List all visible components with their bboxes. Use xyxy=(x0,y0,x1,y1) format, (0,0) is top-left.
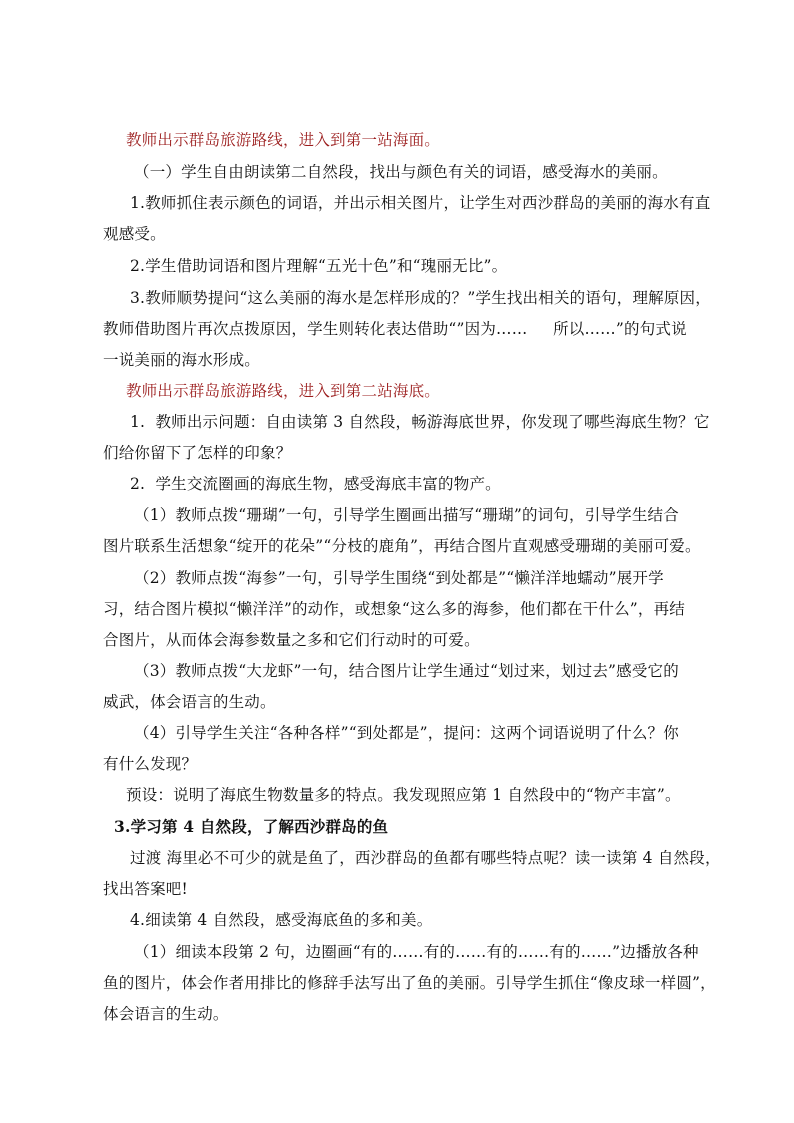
paragraph-line: 1. 教师出示问题：自由读第 3 自然段，畅游海底世界，你发现了哪些海底生物？它 xyxy=(130,413,710,431)
paragraph-line: 观感受。 xyxy=(103,225,166,243)
paragraph-line: 们给你留下了怎样的印象？ xyxy=(103,444,292,462)
section-heading-sea-surface: 教师出示群岛旅游路线，进入到第一站海面。 xyxy=(126,131,441,149)
paragraph-line: 习，结合图片模拟“懒洋洋”的动作，或想象“这么多的海参，他们都在干什么”，再结 xyxy=(103,600,685,618)
paragraph-line: 威武，体会语言的生动。 xyxy=(103,693,276,711)
paragraph-line: （1）教师点拨“珊瑚”一句，引导学生圈画出描写“珊瑚”的词句，引导学生结合 xyxy=(134,506,679,524)
paragraph-line: 体会语言的生动。 xyxy=(103,1005,229,1023)
section-heading-sea-floor: 教师出示群岛旅游路线，进入到第二站海底。 xyxy=(126,382,441,400)
paragraph-line: （4）引导学生关注“各种各样”“到处都是”，提问：这两个词语说明了什么？你 xyxy=(134,724,679,742)
paragraph-line: 一说美丽的海水形成。 xyxy=(103,351,261,369)
paragraph-line: 找出答案吧! xyxy=(103,880,188,898)
paragraph-line: 图片联系生活想象“绽开的花朵”“分枝的鹿角”，再结合图片直观感受珊瑚的美丽可爱。 xyxy=(103,537,701,555)
paragraph-line: （3）教师点拨“大龙虾”一句，结合图片让学生通过“划过来，划过去”感受它的 xyxy=(134,662,679,680)
paragraph-line: 3.教师顺势提问“这么美丽的海水是怎样形成的？”学生找出相关的语句，理解原因， xyxy=(130,289,711,307)
paragraph-line: （2）教师点拨“海参”一句，引导学生围绕“到处都是”“懒洋洋地蠕动”展开学 xyxy=(134,569,664,587)
paragraph-line: 2. 学生交流圈画的海底生物，感受海底丰富的物产。 xyxy=(130,475,501,493)
paragraph-line: （1）细读本段第 2 句，边圈画“有的……有的……有的……有的……”边播放各种 xyxy=(134,943,699,961)
paragraph-line: 过渡 海里必不可少的就是鱼了，西沙群岛的鱼都有哪些特点呢？读一读第 4 自然段， xyxy=(130,849,721,867)
paragraph-line: 鱼的图片，体会作者用排比的修辞手法写出了鱼的美丽。引导学生抓住“像皮球一样圆”， xyxy=(103,974,716,992)
section-heading-fish: 3.学习第 4 自然段，了解西沙群岛的鱼 xyxy=(114,817,389,836)
paragraph-line: 合图片，从而体会海参数量之多和它们行动时的可爱。 xyxy=(103,631,480,649)
paragraph-line: 1.教师抓住表示颜色的词语，并出示相关图片，让学生对西沙群岛的美丽的海水有直 xyxy=(130,194,711,212)
paragraph-line: 2.学生借助词语和图片理解“五光十色”和“瑰丽无比”。 xyxy=(130,257,508,275)
paragraph-line: 4.细读第 4 自然段，感受海底鱼的多和美。 xyxy=(130,911,433,929)
paragraph-line: （一）学生自由朗读第二自然段，找出与颜色有关的词语，感受海水的美丽。 xyxy=(134,163,668,181)
paragraph-line: 有什么发现？ xyxy=(103,755,198,773)
paragraph-line: 教师借助图片再次点拨原因，学生则转化表达借助“”因为…… 所以……”的句式说 xyxy=(103,320,687,338)
paragraph-line: 预设：说明了海底生物数量多的特点。我发现照应第 1 自然段中的“物产丰富”。 xyxy=(126,786,681,804)
